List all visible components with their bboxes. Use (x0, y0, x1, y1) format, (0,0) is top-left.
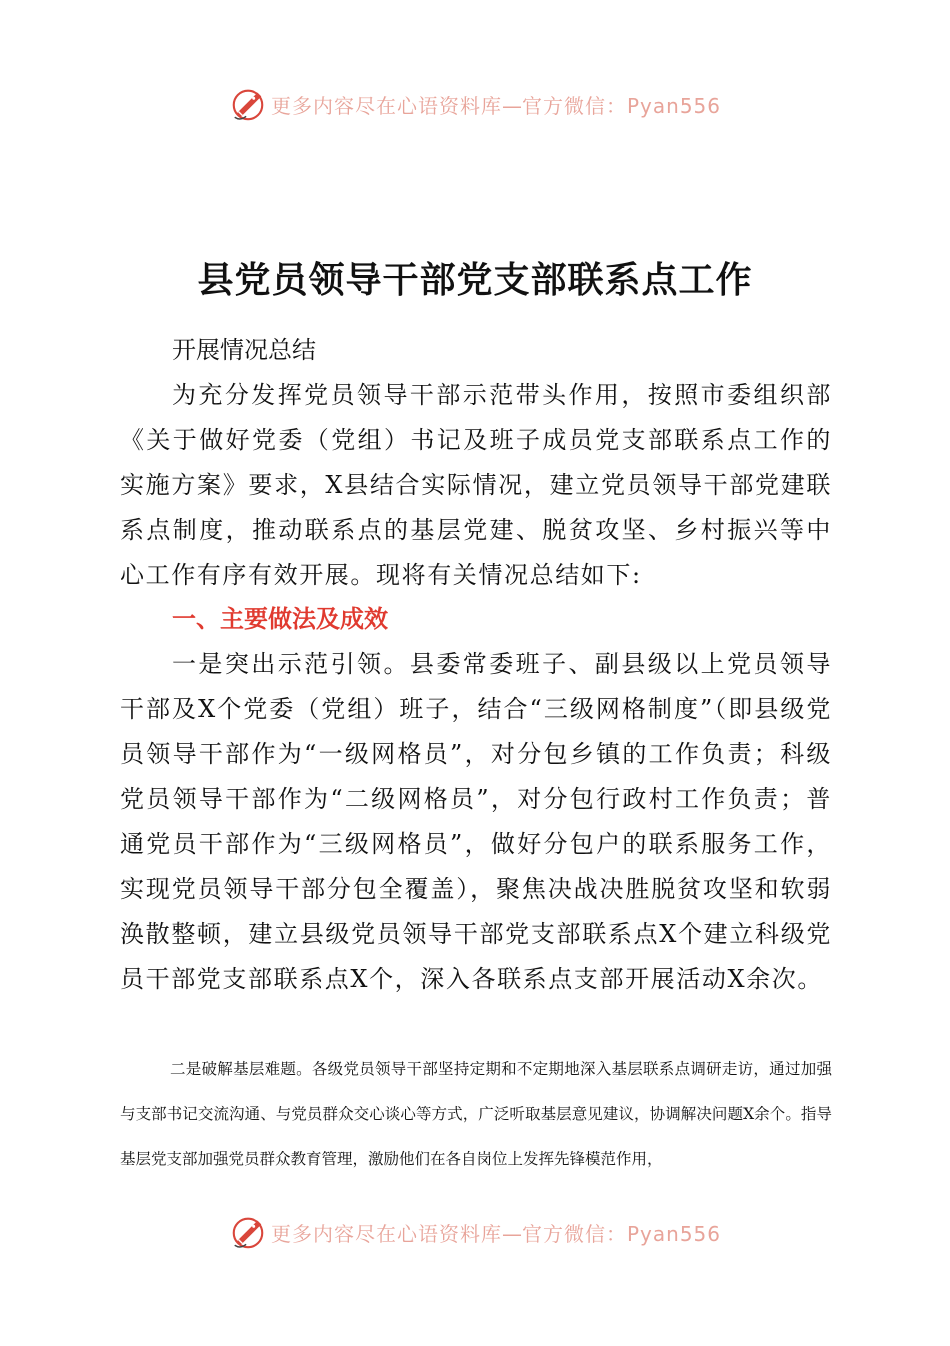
point-one-paragraph: 一是突出示范引领。县委常委班子、副县级以上党员领导干部及X个党委（党组）班子，结合“三级网格制度”（即县级党员领导干部作为“一级网格员”，对分包乡镇的工作负责；科级党员领导干部作为“二级网格员”，对分包行政村工作负责；普通党员干部作为“三级网格员”，做好分包户的联系服务工作，实现党员领导干部分包全覆盖），聚焦决战决胜脱贫攻坚和软弱涣散整顿，建立县级党员领导干部党支部联系点X个建立科级党员干部党支部联系点X个，深入各联系点支部开展活动X余次。 (120, 650, 832, 993)
header-watermark-banner (0, 82, 950, 126)
intro-paragraph: 为充分发挥党员领导干部示范带头作用，按照市委组织部《关于做好党委（党组）书记及班子成员党支部联系点工作的实施方案》要求，X县结合实际情况，建立党员领导干部党建联系点制度，推动联系点的基层党建、脱贫攻坚、乡村振兴等中心工作有序有效开展。现将有关情况总结如下: (120, 381, 832, 589)
banner-slogan: 更多内容尽在心语资料库 (270, 1221, 502, 1246)
pen-logo-icon (229, 85, 267, 123)
point-two-paragraph: 二是破解基层难题。各级党员领导干部坚持定期和不定期地深入基层联系点调研走访，通过加强与支部书记交流沟通、与党员群众交心谈心等方式，广泛听取基层意见建议，协调解决问题X余个。指导基层党支部加强党员群众教育管理，激励他们在各自岗位上发挥先锋模范作用， (120, 1060, 832, 1168)
banner-dash: — (501, 1221, 522, 1246)
document-subtitle: 开展情况总结 (172, 336, 316, 364)
banner-wechat-id: Pyan556 (626, 93, 721, 118)
banner-dash: — (501, 93, 522, 118)
pen-logo-icon (229, 1213, 267, 1251)
banner-wechat-label: 官方微信： (521, 93, 627, 118)
banner-wechat-id: Pyan556 (626, 1221, 721, 1246)
banner-text (271, 90, 721, 119)
section-heading: 一、主要做法及成效 (172, 605, 388, 633)
footer-watermark-banner (0, 1210, 950, 1254)
banner-text (271, 1218, 721, 1247)
banner-wechat-label: 官方微信： (521, 1221, 627, 1246)
banner-slogan: 更多内容尽在心语资料库 (270, 93, 502, 118)
document-title: 县党员领导干部党支部联系点工作 (197, 259, 753, 301)
